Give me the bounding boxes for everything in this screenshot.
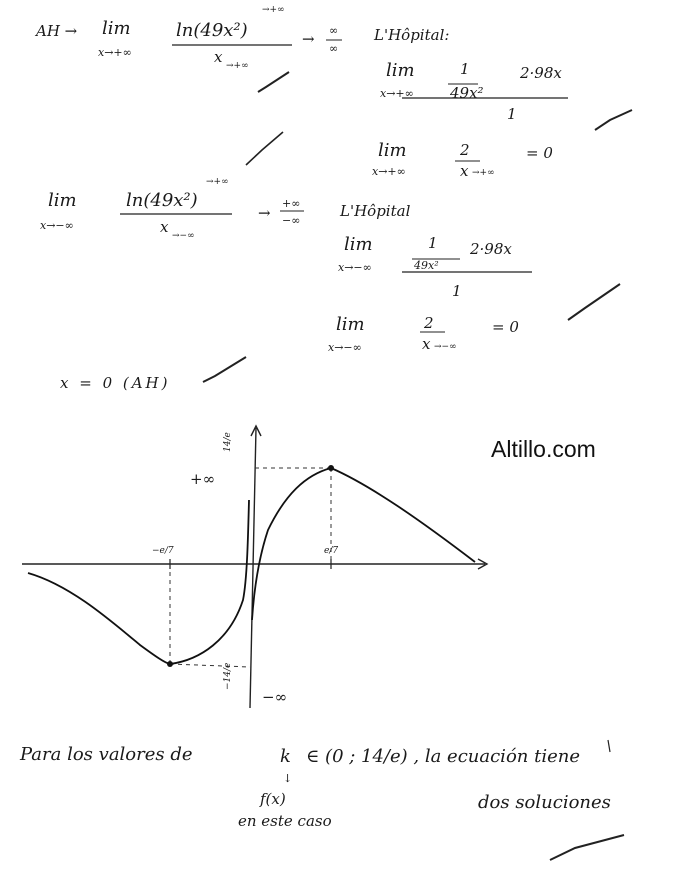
check-mark — [203, 357, 246, 382]
check-mark — [595, 110, 632, 130]
lim-subscript: x→−∞ — [328, 341, 362, 354]
result-top: 2 — [424, 314, 434, 332]
arrow: → — [258, 204, 271, 222]
lim-subscript: x→+∞ — [98, 46, 132, 59]
result-value: = 0 — [526, 144, 553, 162]
y-top-tick-label: 14/e — [223, 432, 233, 452]
check-mark — [246, 132, 283, 165]
check-mark — [568, 284, 620, 320]
numerator-limit: →+∞ — [262, 5, 285, 15]
lim-subscript: x→−∞ — [338, 261, 372, 274]
fraction-bottom: 49x² — [450, 84, 484, 102]
function-curve-right — [252, 468, 475, 620]
indeterminate-top: +∞ — [282, 197, 301, 210]
lim-subscript: x→+∞ — [380, 87, 414, 100]
numerator: ln(49x²) — [176, 20, 248, 41]
lim-subscript: x→+∞ — [372, 165, 406, 178]
numerator: ln(49x²) — [126, 190, 198, 211]
denominator-limit: →+∞ — [226, 61, 249, 71]
fraction-top: 1 — [460, 60, 470, 78]
fraction-top: 1 — [428, 234, 438, 252]
result-limit: →−∞ — [434, 342, 457, 352]
y-axis — [250, 428, 256, 708]
denominator-limit: →−∞ — [172, 231, 195, 241]
lim-text: lim — [336, 314, 365, 335]
conclusion-text: Para los valores de — [20, 744, 193, 765]
fx-note: f(x) — [260, 790, 286, 808]
step-denominator: 1 — [452, 282, 462, 300]
derivative-factor: 2·98x — [520, 64, 562, 82]
conclusion-line2: dos soluciones — [478, 792, 611, 813]
down-arrow: ↓ — [283, 772, 293, 785]
result-value: = 0 — [492, 318, 519, 336]
result-bottom: x — [422, 335, 431, 353]
lim-text: lim — [378, 140, 407, 161]
asymptote-statement: x = 0 (AH) — [60, 374, 171, 392]
arrow: → — [302, 30, 315, 48]
lim-text: lim — [102, 18, 131, 39]
denominator: x — [214, 48, 223, 66]
lim-text: lim — [344, 234, 373, 255]
max-point — [328, 465, 334, 471]
indeterminate-top: ∞ — [329, 24, 339, 37]
ah-label: AH → — [36, 22, 78, 40]
lim-subscript: x→−∞ — [40, 219, 74, 232]
numerator-limit: →+∞ — [206, 177, 229, 187]
step-denominator: 1 — [507, 105, 517, 123]
x-right-tick-label: e/7 — [324, 546, 339, 556]
indeterminate-bottom: −∞ — [282, 214, 301, 227]
y-bottom-tick-label: −14/e — [223, 662, 233, 690]
lhopital-label: L'Hôpital — [340, 202, 411, 220]
lim-text: lim — [386, 60, 415, 81]
min-point — [167, 661, 173, 667]
interval-text: ∈ (0 ; 14/e) , la ecuación tiene — [306, 746, 580, 767]
lhopital-label: L'Hôpital: — [374, 26, 450, 44]
k-variable: k — [280, 746, 291, 767]
result-top: 2 — [460, 141, 470, 159]
watermark: Altillo.com — [491, 436, 596, 462]
check-mark — [550, 835, 624, 860]
derivative-factor: 2·98x — [470, 240, 512, 258]
lim-text: lim — [48, 190, 77, 211]
plus-infinity-label: +∞ — [190, 470, 216, 488]
case-note: en este caso — [238, 812, 332, 830]
indeterminate-bottom: ∞ — [329, 42, 339, 55]
denominator: x — [160, 218, 169, 236]
result-limit: →+∞ — [472, 168, 495, 178]
x-left-tick-label: −e/7 — [152, 546, 174, 556]
fraction-bottom: 49x² — [414, 259, 439, 272]
function-curve-left — [28, 500, 249, 664]
minus-infinity-label: −∞ — [262, 688, 288, 706]
check-mark — [258, 72, 289, 92]
result-bottom: x — [460, 162, 469, 180]
